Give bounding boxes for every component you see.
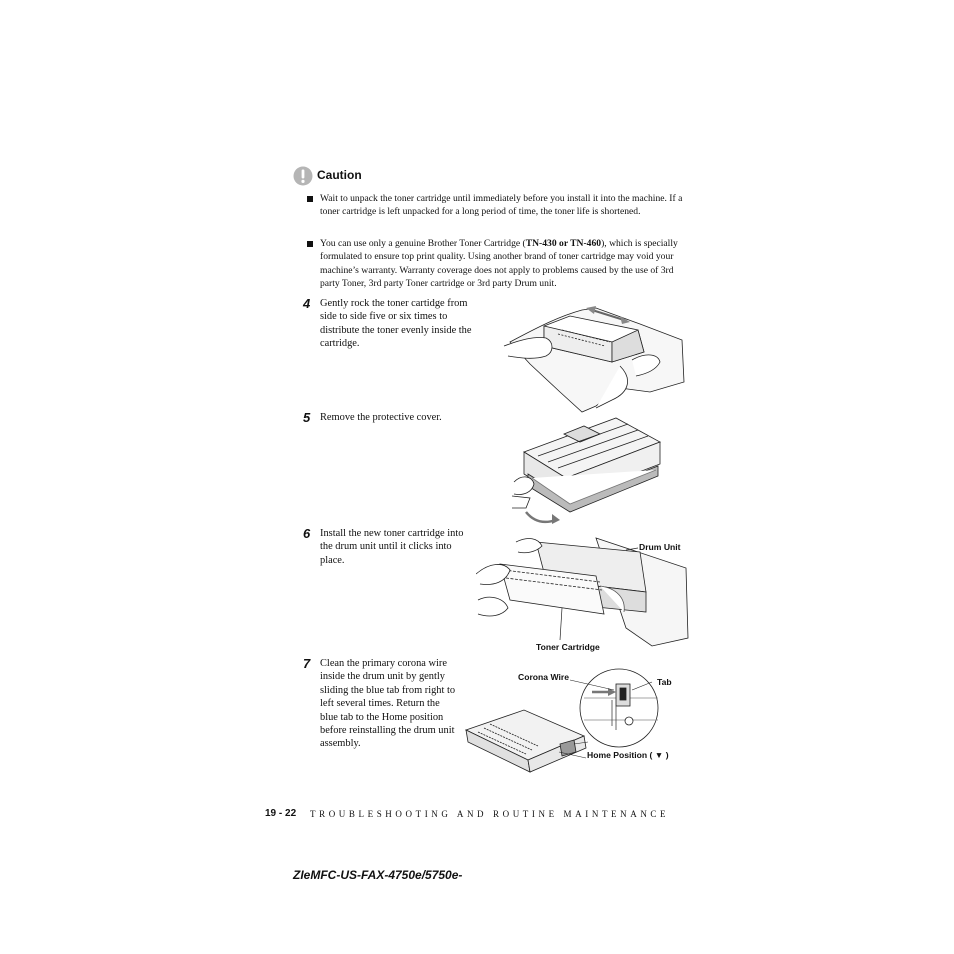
drum-unit-label: Drum Unit: [639, 542, 681, 552]
caution-bullet-unpack: [320, 192, 692, 219]
step-6-text: Install the new toner cartridge into the drum unit until it clicks into place.: [320, 528, 464, 566]
section-title: TROUBLESHOOTING AND ROUTINE MAINTENANCE: [310, 809, 670, 819]
step-number: 7: [303, 656, 311, 671]
tab-label: Tab: [657, 677, 672, 687]
remove-cover-illustration: [508, 412, 664, 530]
rock-cartridge-illustration: [500, 296, 690, 414]
step-number: 4: [303, 296, 311, 311]
step-5-text: Remove the protective cover.: [320, 412, 442, 423]
bullet-marker: [307, 196, 313, 202]
step-7-text: Clean the primary corona wire inside the drum unit by gently sliding the blue tab from right to left several times. Return the blue tab to the Home position before reinstalling the drum unit assembly.: [320, 658, 456, 750]
step-4-text: Gently rock the toner cartidge from side to side five or six times to distribute the toner evenly inside the cartridge.: [320, 298, 472, 350]
home-position-label: Home Position ( ▼ ): [587, 750, 669, 760]
bullet-text-cont: ), which is specially formulated to ensure top print quality. Using another brand of toner cartridge may void your machine’s warranty. Warranty coverage does not apply to problems caused by the use of 3rd party Toner, 3rd party Toner cartridge or 3rd party Drum unit.: [320, 238, 678, 290]
bullet-marker: [307, 241, 313, 247]
page-number: 19 - 22: [265, 808, 297, 819]
step-number: 5: [303, 410, 311, 425]
model-numbers: TN-430 or TN-460: [525, 238, 602, 249]
caution-icon: [293, 166, 313, 186]
corona-wire-label: Corona Wire: [518, 672, 570, 682]
step-number: 6: [303, 526, 311, 541]
bullet-text: Wait to unpack the toner cartridge until immediately before you install it into the machine. If a toner cartridge is left unpacked for a long period of time, the toner life is shortened.: [320, 193, 683, 218]
document-id: ZIeMFC-US-FAX-4750e/5750e-: [293, 868, 463, 882]
toner-cartridge-label: Toner Cartridge: [536, 642, 600, 652]
caution-heading: Caution: [317, 168, 362, 182]
caution-bullet-genuine: [320, 237, 692, 291]
bullet-text: You can use only a genuine Brother Toner Cartridge (: [320, 238, 526, 249]
